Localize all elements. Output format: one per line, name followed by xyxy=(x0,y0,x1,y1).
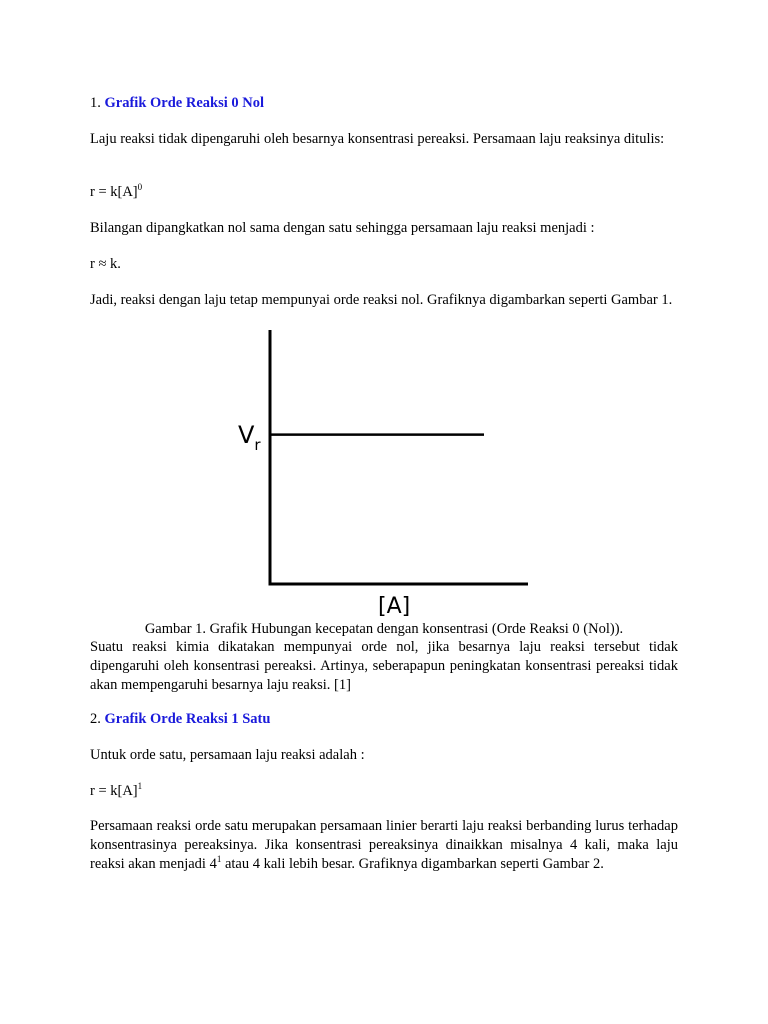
equation-order-one xyxy=(90,782,678,801)
section1-paragraph-1: Laju reaksi tidak dipengaruhi oleh besarnya konsentrasi pereaksi. Persamaan laju reaksinya ditulis: xyxy=(90,131,665,147)
section1-paragraph-3: Jadi, reaksi dengan laju tetap mempunyai orde reaksi nol. Grafiknya digambarkan seperti Gambar 1. xyxy=(90,292,673,308)
section1-paragraph-2: Bilangan dipangkatkan nol sama dengan satu sehingga persamaan laju reaksi menjadi : xyxy=(90,220,595,236)
section1-number: 1. xyxy=(90,95,101,111)
section2-paragraph-2: Persamaan reaksi orde satu merupakan persamaan linier berarti laju reaksi berbanding lurus terhadap konsentrasinya pereaksinya. Jika konsentrasi pereaksinya dinaikkan misalnya 4 kali, maka laju reaksi akan menjadi $4^1$ atau 4 kali lebih besar. Grafiknya digambarkan seperti Gambar 2. xyxy=(90,818,678,872)
section2-paragraph-1: Untuk orde satu, persamaan laju reaksi adalah : xyxy=(90,747,365,763)
section1-paragraph-4: Suatu reaksi kimia dikatakan mempunyai orde nol, jika besarnya laju reaksi tersebut tidak dipengaruhi oleh konsentrasi pereaksi. Artinya, seberapapun peningkatan konsentrasi pereaksi tidak akan mempengaruhi besarnya laju reaksi. [1] xyxy=(90,639,678,693)
figure1-caption: Gambar 1. Grafik Hubungan kecepatan dengan konsentrasi (Orde Reaksi 0 (Nol)). xyxy=(144,621,624,637)
y-axis-label: $V_r$ xyxy=(238,421,261,454)
equation-exponent: 0 xyxy=(137,182,143,193)
section2-heading xyxy=(90,710,678,729)
section2-number: 2. xyxy=(90,711,101,727)
equation-order-zero xyxy=(90,183,678,202)
equation-approx: r ≈ k. xyxy=(90,256,121,272)
figure1-graph xyxy=(230,325,540,620)
section2-title[interactable]: Grafik Orde Reaksi 1 Satu xyxy=(104,711,271,727)
equation-base: r = k[A] xyxy=(90,184,138,200)
equation-exponent: 1 xyxy=(137,781,143,792)
x-axis-label: [A] xyxy=(378,594,411,619)
section1-heading xyxy=(90,94,678,113)
equation-base: r = k[A] xyxy=(90,783,138,799)
section1-title[interactable]: Grafik Orde Reaksi 0 Nol xyxy=(104,95,264,111)
